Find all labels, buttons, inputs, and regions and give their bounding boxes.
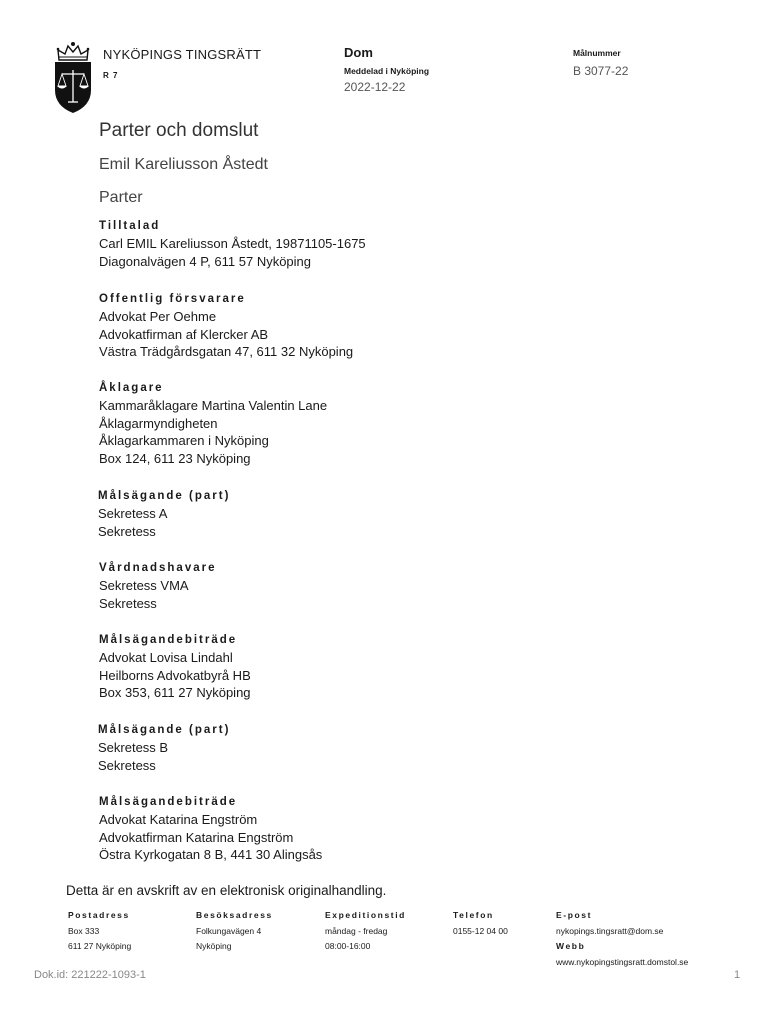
footer-heading: Telefon — [453, 910, 494, 920]
footer-line: Box 333 — [68, 925, 100, 936]
party-guardian — [99, 559, 217, 612]
party-line: Sekretess VMA — [99, 578, 189, 593]
footer-web — [556, 939, 688, 970]
footer-visiting-address — [196, 908, 273, 955]
party-line: Kammaråklagare Martina Valentin Lane — [99, 398, 328, 413]
case-number-label: Målnummer — [573, 48, 621, 58]
parties-heading: Parter — [99, 189, 143, 206]
party-line: Box 353, 611 27 Nyköping — [99, 685, 251, 700]
footer-line: 0155-12 04 00 — [453, 925, 508, 936]
party-line: Sekretess — [99, 595, 157, 611]
party-line: Åklagarmyndigheten — [99, 415, 218, 431]
party-line: Advokat Lovisa Lindahl — [99, 650, 233, 665]
footer-line: måndag - fredag — [325, 925, 388, 936]
document-date: 2022-12-22 — [344, 80, 406, 94]
party-line: Sekretess — [98, 523, 156, 539]
party-line: Västra Trädgårdsgatan 47, 611 32 Nyköping — [99, 344, 354, 359]
document-id: Dok.id: 221222-1093-1 — [34, 969, 146, 981]
party-line: Diagonalvägen 4 P, 611 57 Nyköping — [99, 253, 312, 269]
document-type: Dom — [344, 45, 373, 60]
party-line: Carl EMIL Kareliusson Åstedt, 19871105-1675 — [99, 236, 366, 251]
footer-heading: E-post — [556, 910, 593, 920]
party-public-defender — [99, 290, 353, 361]
party-line: Advokatfirman af Klercker AB — [99, 326, 269, 342]
party-counsel-b — [99, 793, 322, 864]
court-name: NYKÖPINGS TINGSRÄTT — [103, 47, 262, 62]
party-line: Box 124, 611 23 Nyköping — [99, 450, 251, 466]
party-line: Advokatfirman Katarina Engström — [99, 829, 294, 845]
party-line: Advokat Katarina Engström — [99, 812, 258, 827]
document-place: Meddelad i Nyköping — [344, 66, 430, 76]
footer-office-hours — [325, 908, 406, 955]
party-role: Målsägandebiträde — [99, 796, 238, 808]
court-code: R 7 — [103, 71, 119, 80]
party-defendant — [99, 217, 366, 270]
party-role: Åklagare — [99, 382, 164, 394]
footer-line: 08:00-16:00 — [325, 941, 371, 951]
party-role: Målsägandebiträde — [99, 634, 238, 646]
party-line: Sekretess — [98, 757, 156, 773]
section-title: Parter och domslut — [99, 120, 259, 141]
court-emblem-icon — [50, 40, 96, 114]
footer-heading: Expeditionstid — [325, 910, 406, 920]
footer-email — [556, 908, 663, 939]
party-line: Sekretess B — [98, 740, 169, 755]
footer-line: 611 27 Nyköping — [68, 941, 132, 951]
footer-heading: Besöksadress — [196, 910, 273, 920]
party-line: Östra Kyrkogatan 8 B, 441 30 Alingsås — [99, 847, 323, 862]
party-line: Heilborns Advokatbyrå HB — [99, 667, 251, 683]
page-number: 1 — [734, 969, 741, 981]
case-number: B 3077-22 — [573, 64, 629, 78]
footer-web-link[interactable]: www.nykopingstingsratt.domstol.se — [556, 956, 689, 967]
party-role: Offentlig försvarare — [99, 293, 246, 305]
party-prosecutor — [99, 379, 327, 467]
party-line: Åklagarkammaren i Nyköping — [99, 433, 269, 448]
footer-line: Nyköping — [196, 941, 232, 951]
party-role: Vårdnadshavare — [99, 562, 217, 574]
party-injured-b — [98, 721, 230, 774]
footer-heading: Postadress — [68, 910, 130, 920]
transcript-note: Detta är en avskrift av en elektronisk originalhandling. — [66, 883, 387, 898]
footer-heading: Webb — [556, 941, 586, 951]
party-line: Sekretess A — [98, 506, 168, 521]
footer-email-link[interactable]: nykopings.tingsratt@dom.se — [556, 925, 664, 936]
footer-postal-address — [68, 908, 131, 955]
subject-name: Emil Kareliusson Åstedt — [99, 156, 268, 173]
party-role: Målsägande (part) — [98, 724, 231, 736]
party-injured-a — [98, 487, 230, 540]
party-role: Tilltalad — [99, 220, 161, 232]
party-role: Målsägande (part) — [98, 490, 231, 502]
footer-phone — [453, 908, 508, 939]
footer-line: Folkungavägen 4 — [196, 925, 262, 936]
party-line: Advokat Per Oehme — [99, 309, 217, 324]
party-counsel-a — [99, 631, 251, 702]
